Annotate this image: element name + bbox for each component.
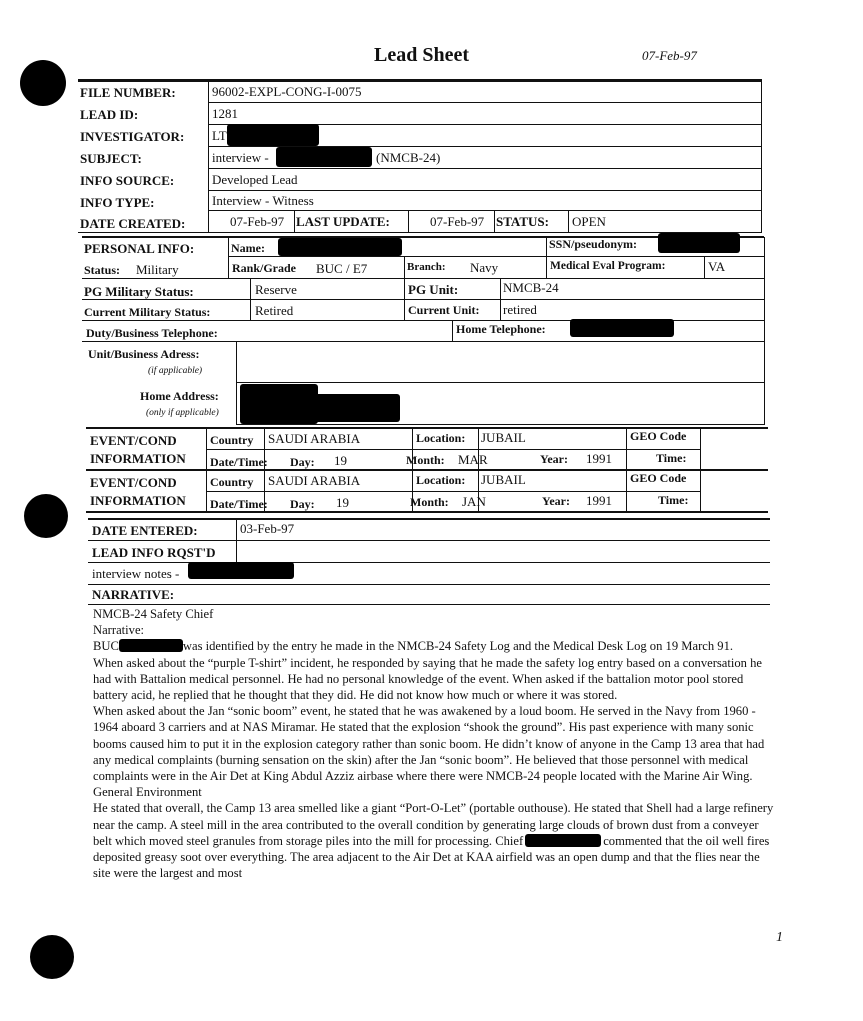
current-unit-label: Current Unit: <box>408 303 480 317</box>
rule <box>88 604 770 605</box>
redaction-bar <box>300 394 400 422</box>
narrative-line: NMCB-24 Safety Chief <box>93 607 214 621</box>
rule <box>700 429 701 470</box>
date-created-label: DATE CREATED: <box>80 216 186 231</box>
punch-hole-top <box>20 60 66 106</box>
day-value: 19 <box>336 495 349 510</box>
status-military-value: Military <box>136 262 179 277</box>
interview-notes-label: interview notes - <box>92 566 180 581</box>
rule <box>82 341 764 342</box>
narrative-label: NARRATIVE: <box>92 587 175 602</box>
rank-label: Rank/Grade <box>232 261 297 275</box>
redaction-bar <box>278 238 402 256</box>
file-number-value: 96002-EXPL-CONG-I-0075 <box>212 84 362 99</box>
status-military-label: Status: <box>84 263 121 277</box>
event-label: EVENT/COND <box>90 475 177 490</box>
status-label: STATUS: <box>496 214 549 229</box>
rule <box>208 80 209 232</box>
country-label: Country <box>210 433 254 447</box>
last-update-label: LAST UPDATE: <box>296 214 390 229</box>
page-title: Lead Sheet <box>374 44 469 66</box>
redaction-bar <box>525 834 601 847</box>
narrative-text: He stated that overall, the Camp 13 area smelled like a giant “Port-O-Let” (portable outhouse). He stated that Shell had a large refinery near the camp. A steel mill in the area contributed to the overall condition by generating large clouds of brown dust from a conveyer belt which moved steel granules from storage piles into the mill for processing. Chief <box>93 801 774 848</box>
rule <box>236 382 764 383</box>
narrative-body <box>93 606 775 881</box>
subject-prefix: interview - <box>212 150 269 165</box>
rule <box>408 211 409 232</box>
rule <box>206 429 207 470</box>
current-military-status-value: Retired <box>255 303 294 318</box>
pg-military-status-label: PG Military Status: <box>84 284 194 299</box>
rule <box>626 429 627 470</box>
event-label: EVENT/COND <box>90 433 177 448</box>
rule <box>236 342 237 425</box>
current-military-status-label: Current Military Status: <box>84 305 211 319</box>
rule <box>546 237 547 278</box>
name-label: Name: <box>231 241 265 255</box>
rule <box>626 471 627 512</box>
rule <box>78 79 762 82</box>
redaction-bar <box>658 233 740 253</box>
investigator-value: LT <box>212 128 227 143</box>
month-value: MAR <box>458 452 488 467</box>
country-value: SAUDI ARABIA <box>268 431 361 446</box>
rule <box>208 210 762 211</box>
rule <box>208 190 762 191</box>
last-update-value: 07-Feb-97 <box>430 214 485 229</box>
rule <box>250 279 251 321</box>
current-unit-value: retired <box>503 302 537 317</box>
location-value: JUBAIL <box>481 430 526 445</box>
date-entered-value: 03-Feb-97 <box>240 521 295 536</box>
year-value: 1991 <box>586 451 612 466</box>
rule <box>700 471 701 512</box>
rule <box>236 519 237 562</box>
rank-value: BUC / E7 <box>316 261 368 276</box>
ssn-label: SSN/pseudonym: <box>549 237 638 251</box>
date-created-value: 07-Feb-97 <box>230 214 285 229</box>
lead-info-requested-label: LEAD INFO RQST'D <box>92 545 216 560</box>
branch-label: Branch: <box>407 261 446 273</box>
narrative-paragraph <box>93 638 775 654</box>
file-number-label: FILE NUMBER: <box>80 85 176 100</box>
punch-hole-bottom <box>30 935 74 979</box>
narrative-heading: General Environment <box>93 785 202 800</box>
rule <box>568 211 569 232</box>
page-number: 1 <box>776 930 783 945</box>
info-source-value: Developed Lead <box>212 172 298 187</box>
medical-eval-value: VA <box>708 259 726 274</box>
event-label-info: INFORMATION <box>90 451 186 466</box>
location-label: Location: <box>416 431 466 445</box>
rule <box>236 424 764 425</box>
rule <box>88 518 770 520</box>
redaction-bar <box>119 639 183 652</box>
rule <box>86 511 768 513</box>
info-type-value: Interview - Witness <box>212 193 314 208</box>
info-source-label: INFO SOURCE: <box>80 173 175 188</box>
redaction-bar <box>570 319 674 337</box>
rule <box>206 471 207 512</box>
home-address-note: (only if applicable) <box>146 408 219 418</box>
branch-value: Navy <box>470 260 499 275</box>
subject-label: SUBJECT: <box>80 151 142 166</box>
rule <box>228 256 764 257</box>
medical-eval-label: Medical Eval Program: <box>550 260 666 272</box>
rule <box>704 257 705 278</box>
subject-suffix: (NMCB-24) <box>376 150 441 165</box>
rule <box>764 237 765 425</box>
investigator-label: INVESTIGATOR: <box>80 129 185 144</box>
home-telephone-label: Home Telephone: <box>456 322 546 336</box>
narrative-text: commented that the oil well fires deposited greasy soot over everything. The area adjacent to the Air Det at KAA airfield was an open dump and that the flies near the site were the largest and most <box>93 833 770 881</box>
year-label: Year: <box>540 452 568 466</box>
narrative-paragraph <box>93 800 775 881</box>
rule <box>404 257 405 321</box>
rule <box>88 540 770 541</box>
time-label: Time: <box>658 493 689 507</box>
year-label: Year: <box>542 494 570 508</box>
redaction-bar <box>188 562 294 579</box>
location-value: JUBAIL <box>481 472 526 487</box>
narrative-text: was identified by the entry he made in the NMCB-24 Safety Log and the Medical Desk Log on 19 March 91. <box>182 639 734 654</box>
narrative-paragraph: When asked about the “purple T-shirt” incident, he responded by saying that he made the safety log entry based on a conversation he had with Battalion medical personnel. He had no personal knowledge of the event. When asked if the battalion motor pool stored battery acid, he replied that he thought that they did. He did not know how much or where it was stored. <box>93 655 763 703</box>
header-date: 07-Feb-97 <box>642 48 697 63</box>
pg-unit-label: PG Unit: <box>408 282 459 297</box>
unit-address-label: Unit/Business Adress: <box>88 347 200 361</box>
rule <box>88 584 770 585</box>
rule <box>500 279 501 321</box>
year-value: 1991 <box>586 493 612 508</box>
datetime-label: Date/Time: <box>210 455 268 469</box>
geo-code-label: GEO Code <box>630 471 687 485</box>
home-address-label: Home Address: <box>140 389 219 403</box>
month-label: Month: <box>406 453 445 467</box>
rule <box>82 278 764 279</box>
duty-telephone-label: Duty/Business Telephone: <box>86 326 218 340</box>
narrative-text: BUC <box>93 639 119 654</box>
day-value: 19 <box>334 453 347 468</box>
lead-id-label: LEAD ID: <box>80 107 139 122</box>
event-label-info: INFORMATION <box>90 493 186 508</box>
unit-address-note: (if applicable) <box>148 366 203 376</box>
day-label: Day: <box>290 455 315 469</box>
month-value: JAN <box>462 494 486 509</box>
pg-unit-value: NMCB-24 <box>503 280 559 295</box>
rule <box>494 211 495 232</box>
redaction-bar <box>276 147 372 167</box>
info-type-label: INFO TYPE: <box>80 195 155 210</box>
country-label: Country <box>210 475 254 489</box>
rule <box>208 102 762 103</box>
month-label: Month: <box>410 495 449 509</box>
status-value: OPEN <box>572 214 606 229</box>
punch-hole-middle <box>24 494 68 538</box>
rule <box>452 321 453 342</box>
lead-id-value: 1281 <box>212 106 238 121</box>
country-value: SAUDI ARABIA <box>268 473 361 488</box>
date-entered-label: DATE ENTERED: <box>92 523 198 538</box>
location-label: Location: <box>416 473 466 487</box>
narrative-paragraph: When asked about the Jan “sonic boom” event, he stated that he was awakened by a loud boom. He served in the Navy from 1960 - 1964 aboard 3 carriers and at NAS Miramar. He stated that the explosion “shook the ground”. His past experience with many sonic booms caused him to put it in the explosion category rather than sonic boom. He didn’t know of anyone in the Camp 13 area that had any medical complaints (burning sensation on the skin) after the Jan “sonic boom”. He believed that those personnel with medical complaints were in the Air Det at King Abdul Azziz airbase where there were NMCB-24 people located with the Marine Air Wing. <box>93 704 765 784</box>
narrative-line: Narrative: <box>93 623 145 638</box>
pg-military-status-value: Reserve <box>255 282 297 297</box>
day-label: Day: <box>290 497 315 511</box>
datetime-label: Date/Time: <box>210 497 268 511</box>
geo-code-label: GEO Code <box>630 429 687 443</box>
rule <box>228 237 229 278</box>
rule <box>761 80 762 232</box>
rule <box>294 211 295 232</box>
redaction-bar <box>227 124 319 146</box>
time-label: Time: <box>656 451 687 465</box>
personal-info-label: PERSONAL INFO: <box>84 241 195 256</box>
rule <box>208 168 762 169</box>
